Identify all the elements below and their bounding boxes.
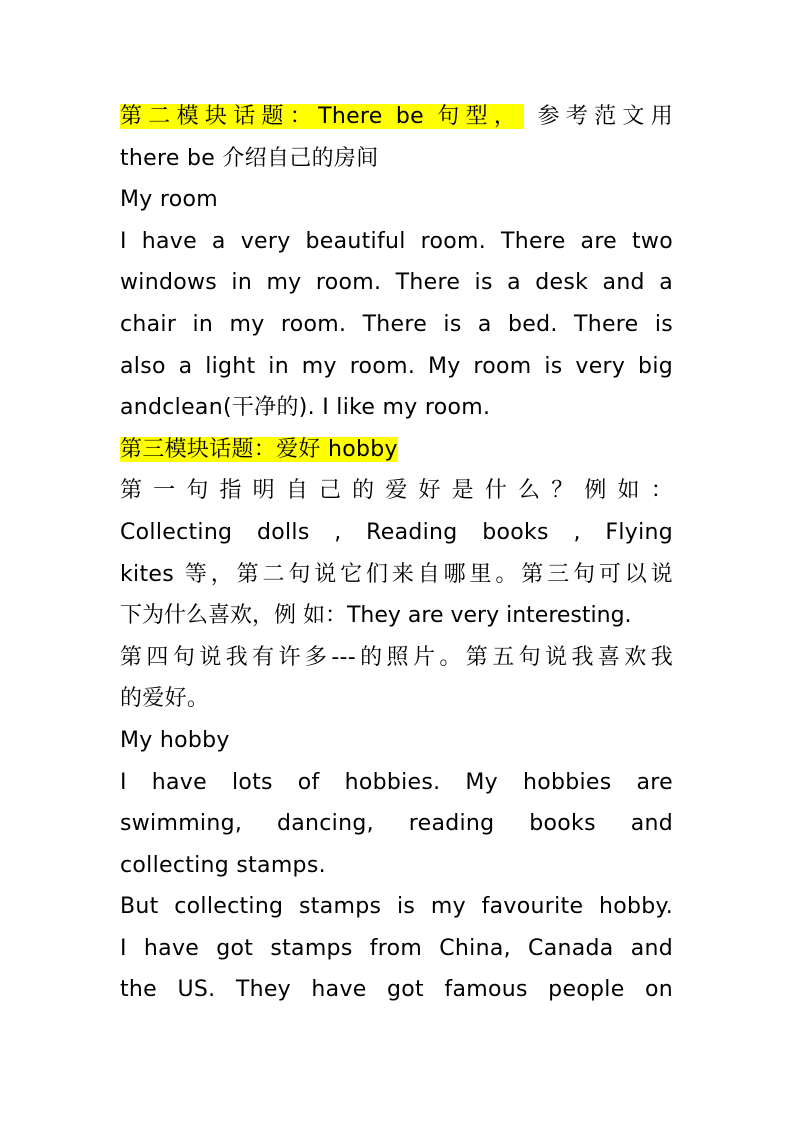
paragraph-line: But collecting stamps is my favourite hobby. [120, 894, 673, 920]
topic-line-module-3 [120, 429, 673, 471]
highlighted-heading-module-3: 第三模块话题：爱好 hobby [120, 436, 398, 462]
paragraph-line: the US. They have got famous people on [120, 977, 673, 1003]
paragraph-line: kites 等，第二句说它们来自哪里。第三句可以说 [120, 561, 673, 587]
topic-line-module-2 [120, 96, 673, 138]
paragraph-line: 第四句说我有许多---的照片。第五句说我喜欢我 [120, 644, 673, 670]
paragraph-line: chair in my room. There is a bed. There is [120, 311, 673, 337]
paragraph-line: swimming, dancing, reading books and [120, 811, 673, 837]
paragraph-line: I have a very beautiful room. There are two [120, 228, 673, 254]
highlighted-heading-module-2: 第二模块话题：There be 句型， [120, 104, 523, 129]
paragraph-line: andclean(干净的). I like my room. [120, 395, 491, 421]
document-body [120, 96, 673, 1011]
paragraph-line: windows in my room. There is a desk and a [120, 270, 673, 296]
paragraph-line: 下为什么喜欢，例 如：They are very interesting. [120, 603, 632, 629]
paragraph-line: I have lots of hobbies. My hobbies are [120, 769, 673, 795]
paragraph-line: there be 介绍自己的房间 [120, 145, 379, 171]
heading-suffix-text: 参考范文用 [537, 104, 673, 129]
essay-title-my-hobby: My hobby [120, 727, 230, 753]
paragraph-line: Collecting dolls , Reading books , Flying [120, 519, 673, 545]
paragraph-line: collecting stamps. [120, 852, 326, 878]
essay-title-my-room: My room [120, 187, 219, 213]
paragraph-line: 的爱好。 [120, 686, 210, 712]
paragraph-line: I have got stamps from China, Canada and [120, 935, 673, 961]
paragraph-line: also a light in my room. My room is very big [120, 353, 673, 379]
paragraph-line: 第 一 句 指 明 自 己 的 爱 好 是 什 么 ？ 例 如 ： [120, 478, 673, 504]
